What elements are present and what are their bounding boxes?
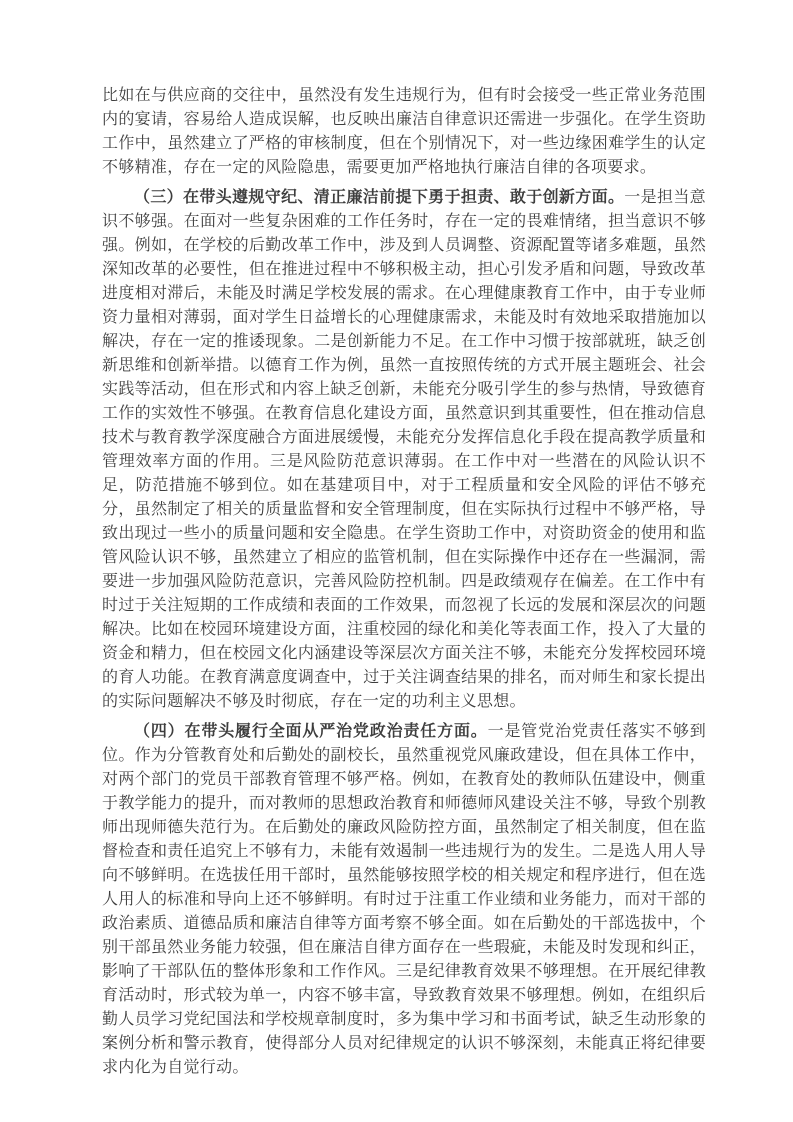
paragraph-section-3 bbox=[102, 186, 706, 714]
paragraph-continuation bbox=[102, 84, 706, 180]
section-heading: （三）在带头遵规守纪、清正廉洁前提下勇于担责、敢于创新方面。 bbox=[134, 189, 625, 206]
paragraph-section-4 bbox=[102, 720, 706, 1080]
paragraph-text: 一是担当意识不够强。在面对一些复杂困难的工作任务时，存在一定的畏难情绪，担当意识不够强。例如，在学校的后勤改革工作中，涉及到人员调整、资源配置等诸多难题，虽然深知改革的必要性，但在推进过程中不够积极主动，担心引发矛盾和问题，导致改革进度相对滞后，未能及时满足学校发展的需求。在心理健康教育工作中，由于专业师资力量相对薄弱，面对学生日益增长的心理健康需求，未能及时有效地采取措施加以解决，存在一定的推诿现象。二是创新能力不足。在工作中习惯于按部就班，缺乏创新思维和创新举措。以德育工作为例，虽然一直按照传统的方式开展主题班会、社会实践等活动，但在形式和内容上缺乏创新，未能充分吸引学生的参与热情，导致德育工作的实效性不够强。在教育信息化建设方面，虽然意识到其重要性，但在推动信息技术与教育教学深度融合方面进展缓慢，未能充分发挥信息化手段在提高教学质量和管理效率方面的作用。三是风险防范意识薄弱。在工作中对一些潜在的风险认识不足，防范措施不够到位。如在基建项目中，对于工程质量和安全风险的评估不够充分，虽然制定了相关的质量监督和安全管理制度，但在实际执行过程中不够严格，导致出现过一些小的质量问题和安全隐患。在学生资助工作中，对资助资金的使用和监管风险认识不够，虽然建立了相应的监管机制，但在实际操作中还存在一些漏洞，需要进一步加强风险防范意识，完善风险防控机制。四是政绩观存在偏差。在工作中有时过于关注短期的工作成绩和表面的工作效果，而忽视了长远的发展和深层次的问题解决。比如在校园环境建设方面，注重校园的绿化和美化等表面工作，投入了大量的资金和精力，但在校园文化内涵建设等深层次方面关注不够，未能充分发挥校园环境的育人功能。在教育满意度调查中，过于关注调查结果的排名，而对师生和家长提出的实际问题解决不够及时彻底，存在一定的功利主义思想。 bbox=[102, 189, 706, 710]
section-heading: （四）在带头履行全面从严治党政治责任方面。 bbox=[134, 723, 488, 740]
paragraph-text: 比如在与供应商的交往中，虽然没有发生违规行为，但有时会接受一些正常业务范围内的宴请，容易给人造成误解，也反映出廉洁自律意识还需进一步强化。在学生资助工作中，虽然建立了严格的审核制度，但在个别情况下，对一些边缘困难学生的认定不够精准，存在一定的风险隐患，需要更加严格地执行廉洁自律的各项要求。 bbox=[102, 87, 706, 176]
paragraph-text: 一是管党治党责任落实不够到位。作为分管教育处和后勤处的副校长，虽然重视党风廉政建设，但在具体工作中，对两个部门的党员干部教育管理不够严格。例如，在教育处的教师队伍建设中，侧重于教学能力的提升，而对教师的思想政治教育和师德师风建设关注不够，导致个别教师出现师德失范行为。在后勤处的廉政风险防控方面，虽然制定了相关制度，但在监督检查和责任追究上不够有力，未能有效遏制一些违规行为的发生。二是选人用人导向不够鲜明。在选拔任用干部时，虽然能够按照学校的相关规定和程序进行，但在选人用人的标准和导向上还不够鲜明。有时过于注重工作业绩和业务能力，而对干部的政治素质、道德品质和廉洁自律等方面考察不够全面。如在后勤处的干部选拔中，个别干部虽然业务能力较强，但在廉洁自律方面存在一些瑕疵，未能及时发现和纠正，影响了干部队伍的整体形象和工作作风。三是纪律教育效果不够理想。在开展纪律教育活动时，形式较为单一，内容不够丰富，导致教育效果不够理想。例如，在组织后勤人员学习党纪国法和学校规章制度时，多为集中学习和书面考试，缺乏生动形象的案例分析和警示教育，使得部分人员对纪律规定的认识不够深刻，未能真正将纪律要求内化为自觉行动。 bbox=[102, 723, 706, 1076]
document-body bbox=[102, 84, 706, 1086]
